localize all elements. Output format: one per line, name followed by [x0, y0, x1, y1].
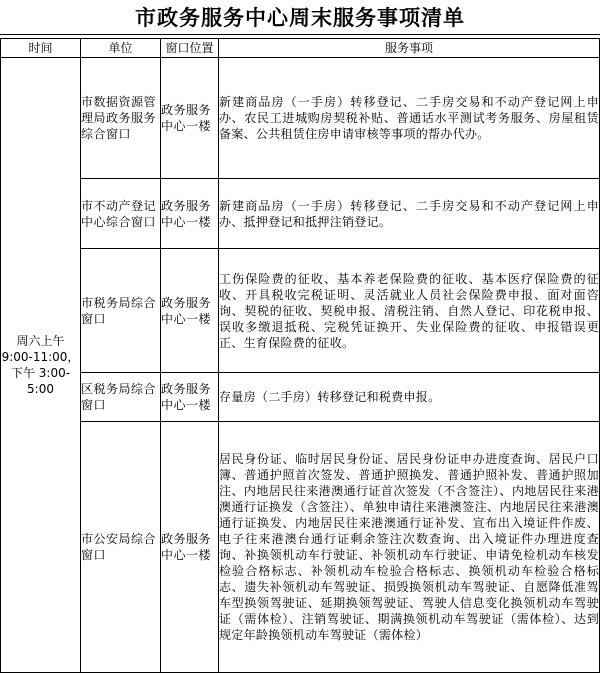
- unit-cell: 市数据资源管理局政务服务综合窗口: [81, 58, 161, 179]
- services-cell: 工伤保险费的征收、基本养老保险费的征收、基本医疗保险费的征收、开具税收完税证明、灵活就业人员社会保险费申报、面对面咨询、契税的征收、契税申报、清税注销、自然人登记、印花税申报、误收多缴退抵税、完税凭证换开、失业保险费的征收、申报错误更正、生育保险费的征收。: [219, 249, 600, 373]
- unit-cell: 市不动产登记中心综合窗口: [81, 179, 161, 249]
- unit-cell: 市税务局综合窗口: [81, 249, 161, 373]
- table-row: [1, 179, 600, 249]
- header-window: 窗口位置: [161, 39, 219, 58]
- services-cell: 新建商品房（一手房）转移登记、二手房交易和不动产登记网上申办、农民工进城购房契税补贴、普通话水平测试考务服务、房屋租赁备案、公共租赁住房申请审核等事项的帮办代办。: [219, 58, 600, 179]
- title-divider: [0, 34, 600, 35]
- window-cell: 政务服务中心一楼: [161, 422, 219, 673]
- table-header-row: [1, 39, 600, 58]
- header-time: 时间: [1, 39, 81, 58]
- header-unit: 单位: [81, 39, 161, 58]
- time-cell: 周六上午 9:00-11:00，下午 3:00-5:00: [1, 58, 81, 673]
- table-row: [1, 58, 600, 179]
- service-table: [0, 38, 600, 673]
- header-services: 服务事项: [219, 39, 600, 58]
- page-title: 市政务服务中心周末服务事项清单: [135, 6, 465, 30]
- unit-cell: 区税务局综合窗口: [81, 373, 161, 422]
- table-row: [1, 422, 600, 673]
- services-cell: 存量房（二手房）转移登记和税费申报。: [219, 373, 600, 422]
- window-cell: 政务服务中心一楼: [161, 179, 219, 249]
- services-cell: 居民身份证、临时居民身份证、居民身份证申办进度查询、居民户口簿、普通护照首次签发、普通护照换发、普通护照补发、普通护照加注、内地居民往来港澳通行证首次签发（不含签注）、内地居民往来港澳通行证换发（含签注）、单独申请往来港澳签注、内地居民往来港澳通行证换发、内地居民往来港澳通行证补发、宣布出入境证件作废、电子往来港澳台通行证剩余签注次数查询、出入境证件办理进度查询、补换领机动车行驶证、补领机动车行驶证、申请免检机动车核发检验合格标志、补领机动车检验合格标志、换领机动车检验合格标志、遗失补领机动车驾驶证、损毁换领机动车驾驶证、自愿降低准驾车型换领驾驶证、延期换领驾驶证、驾驶人信息变化换领机动车驾驶证（需体检）、注销驾驶证、期满换领机动车驾驶证（需体检）、达到规定年龄换领机动车驾驶证（需体检）: [219, 422, 600, 673]
- window-cell: 政务服务中心一楼: [161, 58, 219, 179]
- window-cell: 政务服务中心一楼: [161, 249, 219, 373]
- services-cell: 新建商品房（一手房）转移登记、二手房交易和不动产登记网上申办、抵押登记和抵押注销登记。: [219, 179, 600, 249]
- table-row: [1, 373, 600, 422]
- unit-cell: 市公安局综合窗口: [81, 422, 161, 673]
- window-cell: 政务服务中心一楼: [161, 373, 219, 422]
- table-row: [1, 249, 600, 373]
